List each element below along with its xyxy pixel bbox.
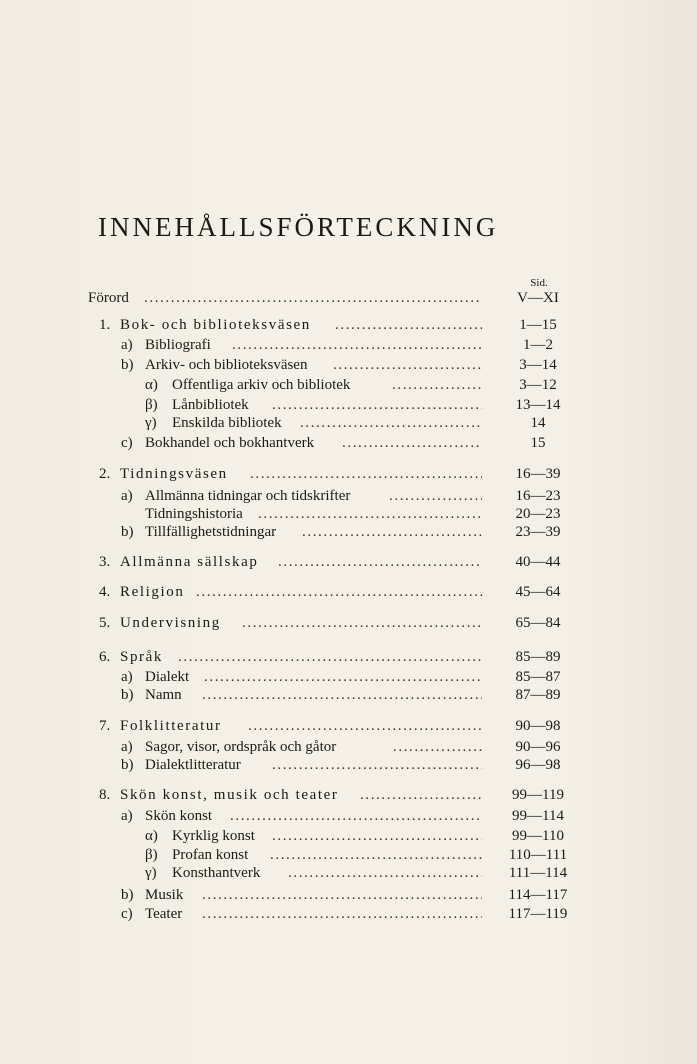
toc-leader-dots xyxy=(202,885,482,905)
toc-entry-label: Undervisning xyxy=(120,615,221,631)
toc-entry-number: a) xyxy=(121,739,133,755)
toc-entry-label: Profan konst xyxy=(172,847,249,863)
toc-entry xyxy=(0,845,697,865)
toc-entry-pages: 3—12 xyxy=(519,377,557,393)
toc-entry xyxy=(0,375,697,395)
toc-entry-pages: 16—23 xyxy=(515,488,561,504)
toc-entry-pages: 16—39 xyxy=(515,466,561,482)
toc-entry-number: c) xyxy=(121,435,133,451)
toc-entry-pages: 23—39 xyxy=(515,524,561,540)
toc-entry xyxy=(0,504,697,524)
toc-entry xyxy=(0,288,697,308)
toc-entry-pages: 45—64 xyxy=(515,584,561,600)
toc-entry-label: Namn xyxy=(145,687,182,703)
toc-entry-label: Tidningshistoria xyxy=(145,506,243,522)
toc-entry-number: 8. xyxy=(99,787,111,803)
toc-entry-label: Sagor, visor, ordspråk och gåtor xyxy=(145,739,337,755)
toc-entry-label: Arkiv- och biblioteksväsen xyxy=(145,357,308,373)
toc-entry-pages: 85—87 xyxy=(515,669,561,685)
toc-entry-label: Teater xyxy=(145,906,183,922)
toc-entry-label: Konsthantverk xyxy=(172,865,261,881)
toc-entry-label: Språk xyxy=(120,649,163,665)
toc-entry-label: Skön konst, musik och teater xyxy=(120,787,339,803)
toc-entry xyxy=(0,522,697,542)
toc-entry-label: Musik xyxy=(145,887,184,903)
page-title: INNEHÅLLSFÖRTECKNING xyxy=(98,212,499,242)
toc-leader-dots xyxy=(250,464,482,484)
toc-entry xyxy=(0,315,697,335)
toc-entry-number: β) xyxy=(145,397,158,413)
toc-entry-number: b) xyxy=(121,757,134,773)
toc-entry-pages: 1—15 xyxy=(519,317,557,333)
page-column-header: Sid. xyxy=(530,277,548,289)
toc-entry-pages: 3—14 xyxy=(519,357,557,373)
toc-entry-pages: 40—44 xyxy=(515,554,561,570)
toc-leader-dots xyxy=(178,647,482,667)
toc-entry-number: 4. xyxy=(99,584,111,600)
toc-leader-dots xyxy=(288,863,482,883)
toc-leader-dots xyxy=(202,904,482,924)
toc-entry-number: a) xyxy=(121,488,133,504)
toc-leader-dots xyxy=(360,785,482,805)
toc-entry-pages: 114—117 xyxy=(508,887,568,903)
toc-leader-dots xyxy=(272,395,482,415)
toc-entry-number: 5. xyxy=(99,615,111,631)
toc-entry xyxy=(0,755,697,775)
toc-entry xyxy=(0,486,697,506)
toc-entry xyxy=(0,885,697,905)
toc-entry-pages: 14 xyxy=(530,415,546,431)
toc-leader-dots xyxy=(232,335,482,355)
toc-entry xyxy=(0,904,697,924)
toc-leader-dots xyxy=(204,667,482,687)
toc-entry-pages: 110—111 xyxy=(508,847,568,863)
toc-leader-dots xyxy=(196,582,482,602)
toc-entry-pages: 15 xyxy=(530,435,546,451)
toc-leader-dots xyxy=(230,806,482,826)
toc-entry-pages: 87—89 xyxy=(515,687,561,703)
toc-entry-pages: 99—110 xyxy=(512,828,564,844)
toc-entry xyxy=(0,785,697,805)
toc-entry-pages: 99—119 xyxy=(512,787,564,803)
toc-leader-dots xyxy=(272,826,482,846)
toc-entry xyxy=(0,413,697,433)
toc-entry-number: a) xyxy=(121,808,133,824)
toc-entry-label: Folklitteratur xyxy=(120,718,222,734)
toc-entry-label: Skön konst xyxy=(145,808,213,824)
toc-entry-label: Dialekt xyxy=(145,669,190,685)
toc-leader-dots xyxy=(278,552,482,572)
toc-entry-number: α) xyxy=(145,377,158,393)
toc-leader-dots xyxy=(302,522,482,542)
toc-entry-label: Allmänna sällskap xyxy=(120,554,259,570)
toc-leader-dots xyxy=(335,315,482,335)
toc-entry-number: γ) xyxy=(145,415,157,431)
toc-entry-number: γ) xyxy=(145,865,157,881)
toc-entry-pages: 99—114 xyxy=(512,808,564,824)
toc-entry xyxy=(0,335,697,355)
toc-entry-number: 6. xyxy=(99,649,111,665)
toc-entry-number: 1. xyxy=(99,317,111,333)
toc-entry xyxy=(0,464,697,484)
toc-entry-number: α) xyxy=(145,828,158,844)
toc-leader-dots xyxy=(300,413,482,433)
toc-entry xyxy=(0,826,697,846)
toc-leader-dots xyxy=(202,685,482,705)
toc-entry-pages: 90—96 xyxy=(515,739,561,755)
toc-entry-number: 7. xyxy=(99,718,111,734)
toc-entry xyxy=(0,806,697,826)
toc-entry-number: b) xyxy=(121,887,134,903)
toc-entry xyxy=(0,613,697,633)
toc-entry-pages: 96—98 xyxy=(515,757,561,773)
toc-entry xyxy=(0,355,697,375)
toc-entry xyxy=(0,647,697,667)
toc-entry-label: Lånbibliotek xyxy=(172,397,249,413)
toc-leader-dots xyxy=(248,716,482,736)
toc-entry-pages: 85—89 xyxy=(515,649,561,665)
toc-leader-dots xyxy=(270,845,482,865)
toc-entry-label: Religion xyxy=(120,584,185,600)
toc-entry-number: b) xyxy=(121,687,134,703)
toc-entry xyxy=(0,863,697,883)
toc-entry-pages: 111—114 xyxy=(508,865,568,881)
toc-entry-pages: 13—14 xyxy=(515,397,561,413)
toc-entry-number: 3. xyxy=(99,554,111,570)
toc-entry-number: b) xyxy=(121,524,134,540)
toc-leader-dots xyxy=(333,355,482,375)
toc-entry-label: Enskilda bibliotek xyxy=(172,415,282,431)
toc-leader-dots xyxy=(393,737,482,757)
toc-leader-dots xyxy=(242,613,482,633)
toc-entry xyxy=(0,685,697,705)
toc-leader-dots xyxy=(144,288,482,308)
toc-entry-number: a) xyxy=(121,337,133,353)
toc-entry-label: Bokhandel och bokhantverk xyxy=(145,435,315,451)
toc-entry-pages: 1—2 xyxy=(523,337,553,353)
toc-entry-pages: 117—119 xyxy=(508,906,568,922)
toc-entry xyxy=(0,582,697,602)
toc-entry-number: 2. xyxy=(99,466,111,482)
toc-entry-label: Offentliga arkiv och bibliotek xyxy=(172,377,351,393)
toc-leader-dots xyxy=(342,433,482,453)
toc-entry xyxy=(0,552,697,572)
toc-entry-label: Bok- och biblioteksväsen xyxy=(120,317,311,333)
toc-entry xyxy=(0,737,697,757)
toc-entry-pages: 65—84 xyxy=(515,615,561,631)
toc-entry-number: c) xyxy=(121,906,133,922)
toc-leader-dots xyxy=(389,486,482,506)
toc-entry-label: Förord xyxy=(88,290,129,306)
toc-entry-label: Dialektlitteratur xyxy=(145,757,241,773)
toc-entry xyxy=(0,667,697,687)
toc-leader-dots xyxy=(258,504,482,524)
toc-entry-label: Kyrklig konst xyxy=(172,828,255,844)
toc-entry xyxy=(0,395,697,415)
toc-entry-number: b) xyxy=(121,357,134,373)
toc-entry-label: Allmänna tidningar och tidskrifter xyxy=(145,488,351,504)
toc-entry-number: a) xyxy=(121,669,133,685)
toc-entry-number: β) xyxy=(145,847,158,863)
toc-entry-pages: 90—98 xyxy=(515,718,561,734)
toc-entry-label: Tillfällighetstidningar xyxy=(145,524,277,540)
toc-leader-dots xyxy=(272,755,482,775)
toc-entry-pages: 20—23 xyxy=(515,506,561,522)
toc-entry-label: Bibliografi xyxy=(145,337,211,353)
toc-entry xyxy=(0,433,697,453)
toc-entry-label: Tidningsväsen xyxy=(120,466,228,482)
toc-entry-pages: V—XI xyxy=(517,290,559,306)
toc-entry xyxy=(0,716,697,736)
toc-leader-dots xyxy=(392,375,482,395)
